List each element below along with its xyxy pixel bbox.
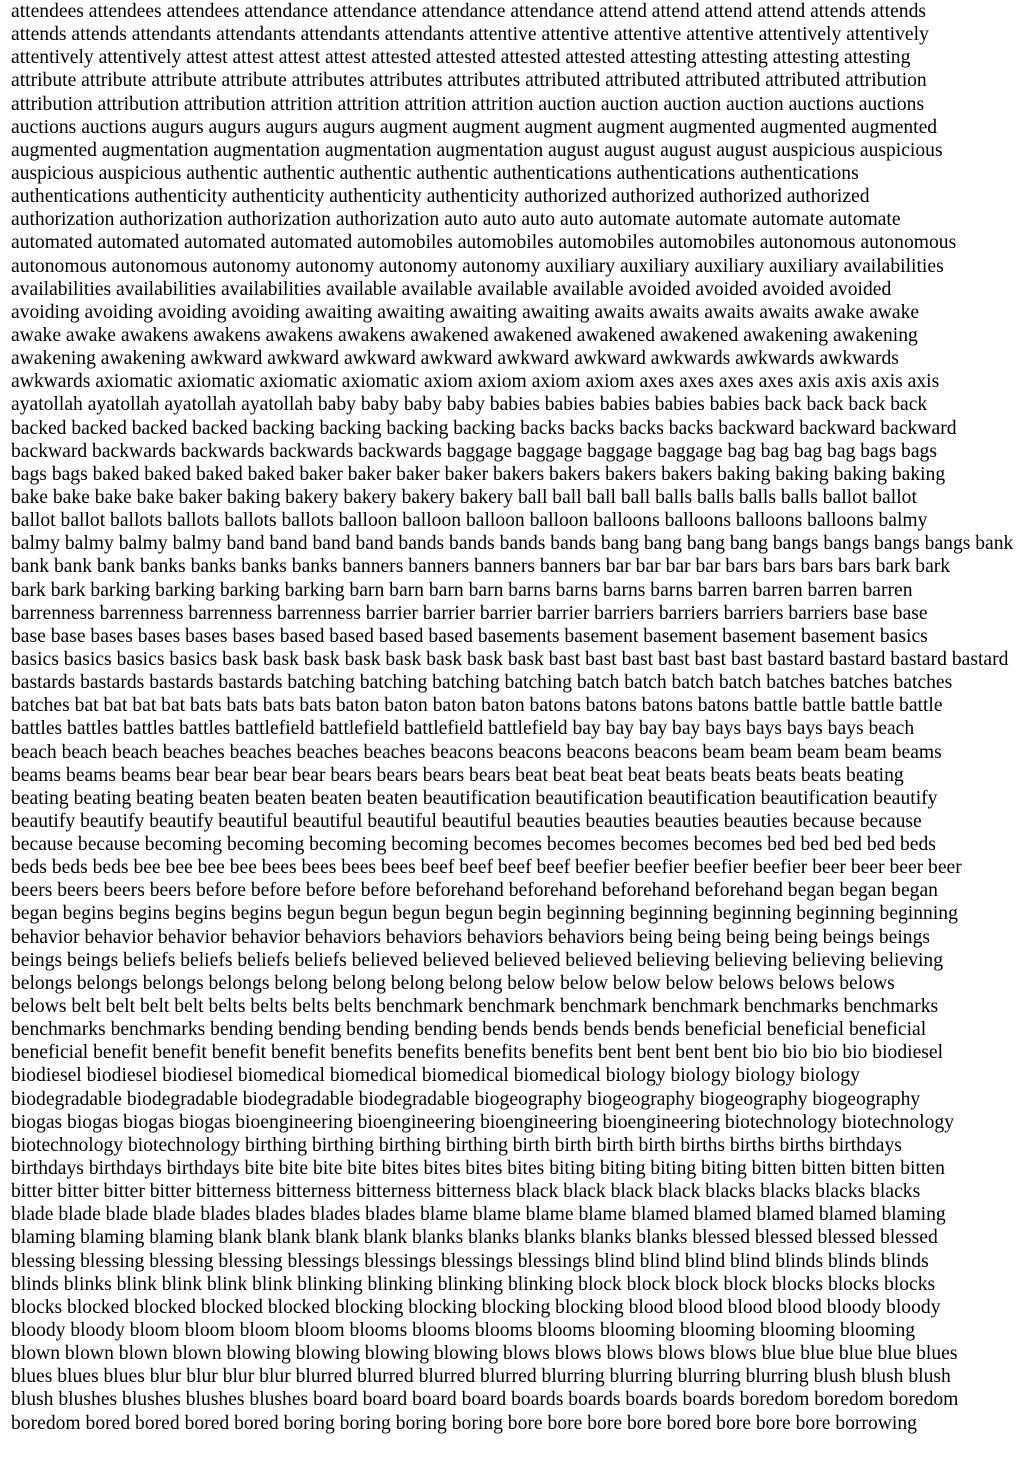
text-line: blown blown blown blown blowing blowing blowing blowing blows blows blows blows blows blue blue blue blue blues: [11, 1343, 958, 1365]
text-line: attentively attentively attest attest attest attest attested attested attested attested attesting attesting attesting attesting: [11, 47, 911, 69]
text-line: biodiesel biodiesel biodiesel biomedical biomedical biomedical biomedical biology biology biology biology: [11, 1065, 860, 1087]
text-line: awkwards axiomatic axiomatic axiomatic axiomatic axiom axiom axiom axiom axes axes axes axes axis axis axis axis: [11, 371, 940, 393]
text-line: [11, 1435, 1015, 1458]
text-line: bags bags baked baked baked baked baker baker baker baker bakers bakers bakers bakers baking baking baking baking: [11, 463, 946, 485]
text-line: basics basics basics basics bask bask bask bask bask bask bask bask bast bast bast bast bast bast bastard bastard bastard bastard: [11, 648, 1009, 670]
text-line: biodegradable biodegradable biodegradable biodegradable biogeography biogeography biogeography biogeography: [11, 1088, 921, 1110]
text-line: automated automated automated automated automobiles automobiles automobiles automobiles autonomous autonomous: [11, 232, 957, 254]
text-line: autonomous autonomous autonomy autonomy autonomy autonomy auxiliary auxiliary auxiliary auxiliary availabilities: [11, 255, 944, 277]
text-line: blues blues blues blur blur blur blur blurred blurred blurred blurred blurring blurring blurring blurring blush blush blush: [11, 1366, 951, 1388]
text-line: blocks blocked blocked blocked blocked blocking blocking blocking blocking blood blood blood blood bloody bloody: [11, 1296, 941, 1318]
text-line: biogas biogas biogas biogas bioengineering bioengineering bioengineering bioengineering biotechnology biotechnology: [11, 1111, 955, 1133]
text-line: bitter bitter bitter bitter bitterness bitterness bitterness bitterness black black black black blacks blacks blacks blacks: [11, 1181, 921, 1203]
text-line: authentications authenticity authenticity authenticity authenticity authorized authorized authorized authorized: [11, 186, 870, 208]
text-line: ballot ballot ballots ballots ballots ballots balloon balloon balloon balloon balloons balloons balloons balloons balmy: [11, 510, 928, 532]
text-line: blade blade blade blade blades blades blades blades blame blame blame blame blamed blamed blamed blamed blaming: [11, 1204, 946, 1226]
text-line: battles battles battles battles battlefield battlefield battlefield battlefield bay bay bay bay bays bays bays bays beach: [11, 718, 915, 740]
text-line: barrenness barrenness barrenness barrenness barrier barrier barrier barrier barriers barriers barriers barriers base base: [11, 602, 928, 624]
text-line: behavior behavior behavior behavior behaviors behaviors behaviors behaviors being being being being beings beings: [11, 926, 931, 948]
text-line: belows belt belt belt belt belts belts belts belts benchmark benchmark benchmark benchmark benchmarks benchmarks: [11, 996, 939, 1018]
text-line: attribute attribute attribute attribute attributes attributes attributes attributed attributed attributed attributed attribution: [11, 70, 927, 92]
text-line: ayatollah ayatollah ayatollah ayatollah baby baby baby baby babies babies babies babies babies back back back back: [11, 394, 928, 416]
text-line: blaming blaming blaming blank blank blank blank blanks blanks blanks blanks blanks blessed blessed blessed blessed: [11, 1227, 938, 1249]
text-line: benchmarks benchmarks bending bending bending bending bends bends bends bends beneficial beneficial beneficial: [11, 1019, 927, 1041]
text-line: beach beach beach beaches beaches beaches beaches beacons beacons beacons beacons beam beam beam beam beams: [11, 741, 942, 763]
text-line: biotechnology biotechnology birthing birthing birthing birthing birth birth birth birth births births births birthdays: [11, 1134, 902, 1156]
text-line: awake awake awakens awakens awakens awakens awakened awakened awakened awakened awakening awakening: [11, 324, 918, 346]
text-line: backed backed backed backed backing backing backing backing backs backs backs backs backward backward backward: [11, 417, 957, 439]
text-line: auspicious auspicious authentic authentic authentic authentic authentications authentications authentications: [11, 162, 859, 184]
word-list-text: [11, 0, 1015, 1458]
text-line: base base bases bases bases bases based based based based basements basement basement basement basement basics: [11, 625, 928, 647]
text-line: began begins begins begins begins begun begun begun begun begin beginning beginning beginning beginning beginning: [11, 903, 958, 925]
text-line: beers beers beers beers before before before before beforehand beforehand beforehand beforehand began began began: [11, 880, 938, 902]
text-line: attendees attendees attendees attendance attendance attendance attendance attend attend attend attend attends attends: [11, 1, 927, 22]
text-line: birthdays birthdays birthdays bite bite bite bite bites bites bites bites biting biting biting biting bitten bitten bitten bitten: [11, 1158, 945, 1180]
text-line: availabilities availabilities availabilities available available available available avoided avoided avoided avoided: [11, 278, 892, 300]
text-line: augmented augmentation augmentation augmentation augmentation august august august august auspicious auspicious: [11, 139, 943, 161]
text-line: boredom bored bored bored bored boring boring boring boring bore bore bore bore bored bore bore bore borrowing: [11, 1412, 917, 1434]
text-line: bank bank bank banks banks banks banks banners banners banners banners bar bar bar bar bars bars bars bars bark bark: [11, 556, 951, 578]
text-line: beams beams beams bear bear bear bear bears bears bears bears beat beat beat beat beats beats beats beats beating: [11, 764, 904, 786]
text-line: bloody bloody bloom bloom bloom bloom blooms blooms blooms blooms blooming blooming blooming blooming: [11, 1320, 916, 1342]
text-line: awakening awakening awkward awkward awkward awkward awkward awkward awkwards awkwards awkwards: [11, 348, 899, 370]
text-line: auctions auctions augurs augurs augurs augurs augment augment augment augment augmented augmented augmented: [11, 116, 938, 138]
text-line: beings beings beliefs beliefs beliefs beliefs believed believed believed believed believing believing believing believing: [11, 949, 944, 971]
text-line: attends attends attendants attendants attendants attendants attentive attentive attentive attentive attentively attentively: [11, 24, 929, 46]
text-line: attribution attribution attribution attrition attrition attrition attrition auction auction auction auction auctions auctions: [11, 93, 925, 115]
text-line: blinds blinks blink blink blink blink blinking blinking blinking blinking block block block block blocks blocks blocks: [11, 1273, 936, 1295]
text-line: beds beds beds bee bee bee bee bees bees bees bees beef beef beef beef beefier beefier beefier beefier beer beer beer beer: [11, 857, 962, 879]
text-line: bark bark barking barking barking barking barn barn barn barn barns barns barns barns barren barren barren barren: [11, 579, 913, 601]
text-line: beneficial benefit benefit benefit benefit benefits benefits benefits benefits bent bent bent bent bio bio bio bio biodiesel: [11, 1042, 944, 1064]
text-line: authorization authorization authorization authorization auto auto auto auto automate automate automate automate: [11, 209, 901, 231]
text-line: balmy balmy balmy balmy band band band band bands bands bands bands bang bang bang bang bangs bangs bangs bangs bank: [11, 533, 1014, 555]
text-line: bastards bastards bastards bastards batching batching batching batching batch batch batch batch batches batches batches: [11, 672, 953, 694]
text-line: backward backwards backwards backwards backwards baggage baggage baggage baggage bag bag bag bag bags bags: [11, 440, 937, 462]
text-line: beautify beautify beautify beautiful beautiful beautiful beautiful beauties beauties beauties beauties because because: [11, 810, 922, 832]
text-line: blessing blessing blessing blessing blessings blessings blessings blessings blind blind blind blind blinds blinds blinds: [11, 1250, 929, 1272]
text-line: belongs belongs belongs belongs belong belong belong belong below below below below belows belows belows: [11, 972, 895, 994]
text-line: batches bat bat bat bat bats bats bats bats baton baton baton baton batons batons batons batons battle battle battle battle: [11, 695, 943, 717]
text-line: blush blushes blushes blushes blushes board board board board boards boards boards boards boredom boredom boredom: [11, 1389, 959, 1411]
text-line: beating beating beating beaten beaten beaten beaten beautification beautification beautification beautification beautify: [11, 787, 938, 809]
text-line: because because becoming becoming becoming becoming becomes becomes becomes becomes bed bed bed bed beds: [11, 834, 936, 856]
text-line: bake bake bake bake baker baking bakery bakery bakery bakery ball ball ball ball balls balls balls balls ballot ballot: [11, 486, 917, 508]
text-line: avoiding avoiding avoiding avoiding awaiting awaiting awaiting awaiting awaits awaits awaits awaits awake awake: [11, 301, 920, 323]
